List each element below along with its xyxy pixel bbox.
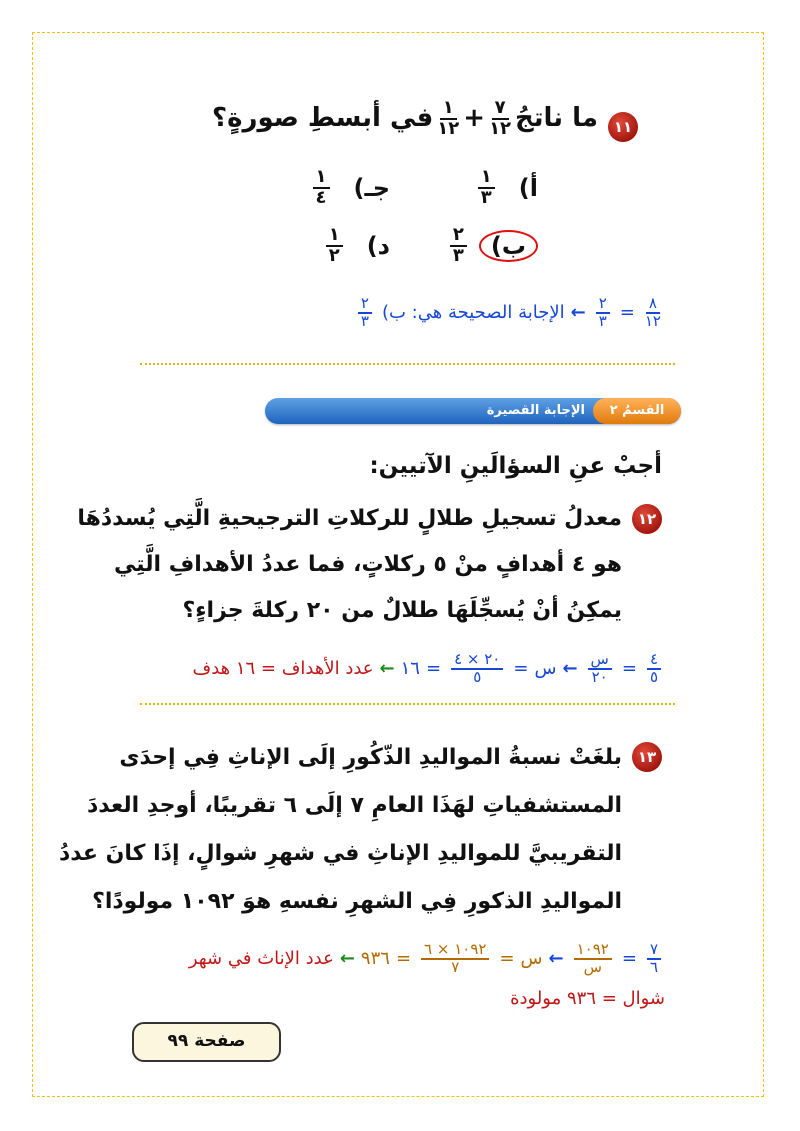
arrow-icon: ← [339,948,355,970]
option-b-correct[interactable]: ب) $\frac{٢}{٣}$ [446,226,538,266]
q11-fraction-2: $\frac{١}{١٢}$ [437,96,460,139]
section-tag: القسمُ ٢ [593,398,681,424]
q12-solution: $\frac{٤}{٥}$ = $\frac{\text{س}}{٢٠}$ ← س = $\frac{٢٠ \times ٤}{٥}$ = ١٦ ← عدد الأهداف = ١٦ هدف [193,652,665,686]
q11-text-start: ما ناتجُ [515,103,598,133]
q11-fraction-1: $\frac{٧}{١٢}$ [489,96,512,139]
page-number-box: صفحة ٩٩ [132,1022,281,1062]
q13-solution-line-2: شوال = ٩٣٦ مولودة [510,988,665,1009]
divider [140,363,675,365]
question-11-badge: ١١ [608,112,638,142]
question-11-text [212,98,598,140]
section-header-bar [265,398,681,424]
q13-solution: $\frac{٧}{٦}$ = $\frac{١٠٩٢}{\text{س}}$ ← س = $\frac{١٠٩٢ \times ٦}{٧}$ = ٩٣٦ ← عدد الإناث في شهر [189,942,665,976]
arrow-icon: ← [562,658,578,680]
q11-plus: + [463,103,486,133]
question-13-text: بلغَتْ نسبةُ المواليدِ الذّكُورِ إلَى الإناثِ فِي إحدَى المستشفياتِ لهَذَا العامِ ٧ إلَى ٦ تقريبًا، أوجدِ العددَ التقريبيَّ للمواليدِ الإناثِ في شهرِ شوالٍ، إذَا كانَ عددُ المواليدِ الذكورِ فِي الشهرِ نفسهِ هوَ ١٠٩٢ مولودًا؟ [58,745,622,914]
section-title: الإجابة القصيرة [486,403,585,418]
arrow-icon: ← [379,658,395,680]
question-13-badge: ١٣ [632,742,662,772]
question-12-badge: ١٢ [632,504,662,534]
q11-solution: $\frac{٨}{١٢}$ = $\frac{٢}{٣}$ ← الإجابة الصحيحة هي: ب) $\frac{٢}{٣}$ [354,296,665,330]
divider [140,703,675,705]
arrow-icon: ← [570,302,586,324]
instructions: أجبْ عنِ السؤالَينِ الآتيين: [369,453,662,479]
arrow-icon: ← [548,948,564,970]
q11-text-end: في أبسطِ صورةٍ؟ [212,103,434,133]
option-c[interactable]: جـ) $\frac{١}{٤}$ [309,168,390,208]
question-12-text: معدلُ تسجيلِ طلالٍ للركلاتِ الترجيحيةِ الَّتِي يُسددُهَا هو ٤ أهدافٍ منْ ٥ ركلاتٍ، فما عددُ الأهدافِ الَّتِي يمكِنُ أنْ يُسجِّلَهَا طلالٌ من ٢٠ ركلةَ جزاءٍ؟ [77,506,622,623]
correct-answer-circle: ب) [479,230,538,262]
option-d[interactable]: د) $\frac{١}{٢}$ [322,226,390,266]
option-a[interactable]: أ) $\frac{١}{٣}$ [474,168,538,208]
